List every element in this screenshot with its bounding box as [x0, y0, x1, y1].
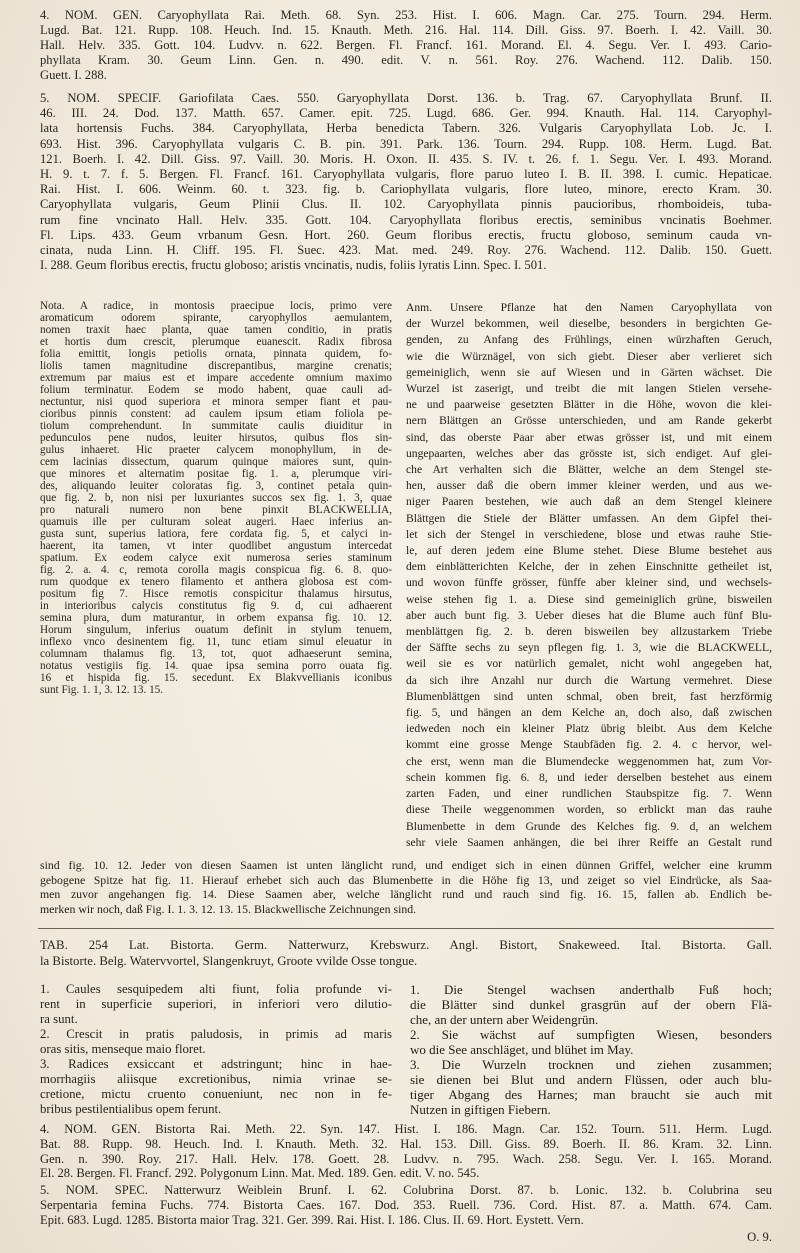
text-line: Anm. Unsere Pflanze hat den Namen Caryophyllata von [406, 301, 772, 314]
text-line: diese Theile weggenommen worden, so erblickt man das rauhe [406, 803, 772, 817]
text-line: Gen. n. 390. Roy. 217. Hall. Helv. 178. Goett. 28. Ludvv. n. 795. Wach. 258. Segu. Ver. I. 165. Morand. [40, 1151, 772, 1166]
text-line: Nutzen in giftigen Fiebern. [410, 1102, 551, 1117]
text-line: iedweden noch ein kleiner Platz übrig bleibt. Aus dem Kelche [406, 722, 772, 736]
text-line: dem einblätterichten Kelche, der in zehen Einschnitte getheilet ist, [406, 560, 772, 574]
text-line: gemeiniglich, wenn sie auf Wiesen und in Gärten wächset. Die [406, 365, 772, 379]
text-line: Rai. Hist. I. 606. Weinm. 60. t. 323. fig. b. Cariophyllata vulgaris, flore luteo, minore, erecto Kram. 30. [40, 182, 772, 197]
text-line: cioribus pinnis constent: ad caulem ipsum etiam foliola pe- [40, 408, 392, 420]
text-line: 121. Boerh. I. 42. Dill. Giss. 97. Vaill. 30. Moris. H. Oxon. II. 435. S. IV. t. 26. f. 1. Segu. Ver. I. 493. Morand. [40, 151, 772, 166]
caryophyllata-nom-gen [40, 8, 772, 83]
text-line: die Blätter sind dunkel grasgrün auf der obern Flä- [410, 997, 772, 1012]
bistorta-nom-gen [40, 1122, 772, 1181]
text-line: bribus pestilentialibus opem ferunt. [40, 1102, 222, 1116]
text-line: ne und paarweise gesetzten Blätter in die Höhe, wovon die klei- [406, 398, 772, 412]
text-line: Bat. 88. Rupp. 98. Heuch. Ind. I. Knauth. Meth. 32. Hal. 153. Dill. Giss. 89. Boerh. II. 86. Kram. 32. Linn. [40, 1136, 772, 1151]
text-line: gulus inhaeret. Hic praeter calycem monophyllum, in de- [40, 444, 392, 456]
text-line: 1. Die Stengel wachsen anderthalb Fuß hoch; [410, 982, 772, 997]
text-line: Nota. A radice, in montosis praecipue locis, primo vere [40, 300, 392, 312]
text-line: 5. NOM. SPECIF. Gariofilata Caes. 550. Garyophyllata Dorst. 136. b. Trag. 67. Caryophyllata Brunf. II. [40, 91, 772, 105]
text-line: in interioribus calycis constitutus fig 9. d, cui adhaerent [40, 600, 392, 612]
text-line: let sich der Stengel in verschiedene, blose und etwas rauhe Stie- [406, 527, 772, 541]
text-line: merken wir noch, daß Fig. I. 1. 3. 12. 13. 15. Blackwellische Zeichnungen sind. [40, 901, 417, 916]
text-line: des, aliquando leuiter coloratas fig. 3, continet petala quin- [40, 480, 392, 492]
text-line: quamuis ille per culturam soleat augeri. Haec inferius an- [40, 516, 392, 528]
text-line: aber auch bunt fig. 3. Ueber dieses hat die Blume auch fünf Blu- [406, 608, 772, 622]
text-line: oras sitis, menseque maio floret. [40, 1042, 206, 1056]
text-line: wie die Würznägel, von sich giebt. Dieser aber verlieret sich [406, 349, 772, 363]
text-line: aromaticum odorem spirante, caryophyllos aemulantem, [40, 312, 392, 324]
text-line: wo die See anschläget, und blühet im May. [410, 1042, 634, 1057]
text-line: Serpentaria femina Fuchs. 774. Bistorta Caes. 167. Dod. 353. Ruell. 736. Cord. Hist. 87. a. Matth. 674. Cam. [40, 1197, 772, 1212]
text-line: Horum singulum, inferius ouatum definit in stylum tenuem, [40, 624, 392, 636]
text-line: haerent, ita tamen, vt inter quodlibet angustum intercedat [40, 540, 392, 552]
text-line: semina plura, dum maturantur, in orbem expansa fig. 10. 12. [40, 612, 392, 624]
text-line: fig. 5, und hängen an dem Kelche an, doch also, daß zwischen [406, 706, 772, 720]
text-line: 3. Radices exsiccant et adstringunt; hinc in hae- [40, 1057, 392, 1071]
text-line: sind, das oberste Paar aber etwas grösser ist, und mit einem [406, 430, 772, 444]
text-line: tiger Abgang des Harnes; man braucht sie auch mit [410, 1087, 772, 1102]
text-line: gusta sunt, superius latiora, fere cordata fig. 5, et calyci in- [40, 528, 392, 540]
text-line: la Bistorte. Belg. Watervvortel, Slangenkruyt, Groote vvilde Osse tongue. [40, 953, 418, 968]
text-line: weise stehen fig 1. a. Diese sind gemeiniglich grüne, bisweilen [406, 592, 772, 606]
text-line: folia emittit, longis petiolis ornata, pinnata quidem, fo- [40, 348, 392, 360]
text-line: hen, ausser daß die obern immer kleiner werden, und aus we- [406, 479, 772, 493]
text-line: der Säffte sechs zu seyn pflegen fig. 1. 3, wie die BLACKWELL, [406, 641, 772, 655]
text-line: El. 28. Bergen. Fl. Francf. 292. Polygonum Linn. Mat. Med. 189. Gen. edit. V. no. 545. [40, 1166, 480, 1181]
text-line: nern Blättgen an Grösse unterschieden, und am Rande gekerbt [406, 414, 772, 428]
text-line: que minores et alternatim positae fig. 1. a, plerumque viri- [40, 468, 392, 480]
text-line: Blättgen die Stiele der Blätter umfassen. An dem Gipfel thei- [406, 511, 772, 525]
text-line: columnam thalamus fig. 13, tot, quot adhaeserunt semina, [40, 648, 392, 660]
text-line: I. 288. Geum floribus erectis, fructu globoso; aristis vncinatis, nudis, foliis lyratis Linn. Spec. I. 501. [40, 258, 547, 273]
text-line: 5. NOM. SPEC. Natterwurz Weiblein Brunf. I. 62. Colubrina Dorst. 87. b. Lonic. 132. b. Colubrina seu [40, 1183, 772, 1197]
text-line: 4. NOM. GEN. Caryophyllata Rai. Meth. 68. Syn. 253. Hist. I. 606. Magn. Car. 275. Tourn. 294. Herm. [40, 8, 772, 22]
text-line: notatus vestigiis fig. 14. quae ipsa semina porro ouata fig. [40, 660, 392, 672]
text-line: cretione, mictu cruento conueniunt, nec non in fe- [40, 1087, 392, 1101]
text-line: che, an der untern aber Weidengrün. [410, 1012, 599, 1027]
text-line: inflexo vnco desinentem fig. 11, tunc etiam simul eleuatur in [40, 636, 392, 648]
text-line: que fig. 2. b, non nisi per luxuriantes succos sex fig. 1. 3, quae [40, 492, 392, 504]
text-line: ra sunt. [40, 1012, 78, 1026]
text-line: kommt eine grosse Menge Staubfäden fig. 2. 4. c hervor, wel- [406, 738, 772, 752]
signature-mark: O. 9. [747, 1230, 772, 1244]
text-line: che erst, wenn man die Blumendecke weggenommen hat, zum Vor- [406, 754, 772, 768]
text-line: fig. 2. a. 4. c, remota corolla magis conspicua fig. 6. 8. quo- [40, 564, 392, 576]
text-line: che Art verhalten sich die Blätter, welche an dem Stengel ste- [406, 463, 772, 477]
text-line: zarten Faden, und einer rundlichen Staubspitze fig. 7. Wenn [406, 787, 772, 801]
text-line: liolis tamen magnitudine discrepantibus, margine crenatis; [40, 360, 392, 372]
text-line: pro naturali numero non bene pinxit BLACKWELLIA, [40, 504, 392, 516]
text-line: et hortis dum crescit, plerumque euanescit. Radix fibrosa [40, 336, 392, 348]
text-line: cinata, nuda Linn. H. Cliff. 195. Fl. Suec. 423. Mat. med. 249. Roy. 276. Wachend. 112. Dalib. 150. Guett. [40, 243, 772, 258]
text-line: positum fig 7. Hisce remotis conspicitur thalamus hirsutus, [40, 588, 392, 600]
text-line: spatium. Ex eodem calyce exit numerosa series staminum [40, 552, 392, 564]
text-line: weil sie es vor natürlich gemalet, nicht wohl angegeben hat, [406, 657, 772, 671]
text-line: tiolum comprehendunt. In summitate caulis diuiditur in [40, 420, 392, 432]
text-line: 2. Crescit in pratis paludosis, in primis ad maris [40, 1027, 392, 1041]
text-line: sie dienen bei Blut und andern Flüssen, oder auch blu- [410, 1072, 772, 1087]
text-line: nectuntur, nisi quod superiora et minora semper fiant et pau- [40, 396, 392, 408]
text-line: niger Paaren bestehen, wie auch daß an dem Stengel kleinere [406, 495, 772, 509]
text-line: 4. NOM. GEN. Bistorta Rai. Meth. 22. Syn. 147. Hist. I. 186. Magn. Car. 152. Tourn. 511. Herm. Lugd. [40, 1122, 772, 1136]
text-line: sind fig. 10. 12. Jeder von diesen Saamen ist unten länglicht rund, und endiget sich in einen dünnen Griffel, welcher eine krumm [40, 858, 772, 872]
text-line: folium terminatur. Eodem se modo habent, quae cauli ad- [40, 384, 392, 396]
text-line: sehr viele Saamen anhängen, die bei ihrer Reiffe an Gestalt rund [406, 835, 772, 849]
text-line: 1. Caules sesquipedem alti fiunt, folia profunde vi- [40, 982, 392, 996]
text-line: menblättgen fig. 2. b. deren bisweilen bey allzustarkem Triebe [406, 625, 772, 639]
text-line: Wurzel ist zaserigt, und treibt die mit langen Stielen versehe- [406, 382, 772, 396]
anmerkung-german-continued [40, 858, 772, 916]
text-line: pedunculos pene nudos, leuiter hirsutos, quibus flos sin- [40, 432, 392, 444]
text-line: 16 et hispida fig. 15. secedunt. Ex Blakvvellianis iconibus [40, 672, 392, 684]
bistorta-german-items [410, 982, 772, 1117]
text-line: Lugd. Bat. 121. Rupp. 108. Heuch. Ind. 15. Knauth. Meth. 216. Hal. 114. Dill. Giss. 97. Boerh. I. 42. Vaill. 30. [40, 23, 772, 37]
bistorta-tab-heading [40, 938, 772, 969]
text-line: cem lacinias dissectum, quarum quinque maiores sunt, quin- [40, 456, 392, 468]
anmerkung-german-column [406, 300, 772, 851]
text-line: der Wurzel bekommen, weil dieselbe, besonders in bergichten Ge- [406, 317, 772, 331]
text-line: schein kommen fig. 6. 8, und ieder derselben bestehet aus einem [406, 770, 772, 784]
text-line: Blumenbette in dem Grunde des Kelches fig. 9. d, an welchem [406, 819, 772, 833]
text-line: TAB. 254 Lat. Bistorta. Germ. Natterwurz, Krebswurz. Angl. Bistort, Snakeweed. Ital. Bistorta. Gall. [40, 938, 772, 952]
text-line: genden, zu Anfang des Frühlings, einen würzhaften Geruch, [406, 333, 772, 347]
text-line: rent in superficie superiori, in inferiori vero dilutio- [40, 997, 392, 1011]
nota-latin-column [40, 300, 392, 696]
text-line: 2. Sie wächst auf sumpfigten Wiesen, besonders [410, 1027, 772, 1042]
text-line: Guett. I. 288. [40, 68, 107, 82]
text-line: H. 9. t. 7. f. 5. Bergen. Fl. Francf. 161. Caryophyllata vulgaris, flore paruo luteo I. B. II. 398. I. cumic. Hepaticae. [40, 167, 772, 182]
bistorta-nom-spec [40, 1183, 772, 1227]
text-line: lata hortensis Fuchs. 384. Caryophyllata, Herba benedicta Tabern. 326. Vulgaris Caryophyllata Lob. Jc. I. [40, 121, 772, 136]
caryophyllata-nom-specif [40, 91, 772, 273]
text-line: nomen traxit haec planta, quae tamen conditio, in pratis [40, 324, 392, 336]
text-line: morrhagiis aliisque excretionibus, nimia vrinae se- [40, 1072, 392, 1086]
text-line: Fl. Lips. 433. Geum vrbanum Gesn. Hort. 260. Geum floribus erectis, fructu globoso, seminum cauda vn- [40, 227, 772, 242]
text-line: Epit. 683. Lugd. 1285. Bistorta maior Trag. 321. Ger. 399. Rai. Hist. I. 186. Clus. II. 69. Hort. Eystett. Vern. [40, 1212, 584, 1227]
section-divider [38, 928, 774, 929]
text-line: extremum par maius est et impare accedente omnium maximo [40, 372, 392, 384]
text-line: 693. Hist. 396. Caryophyllata vulgaris C. B. pin. 391. Park. 136. Tourn. 294. Rupp. 108. Herm. Lugd. Bat. [40, 136, 772, 151]
text-line: gebogene Spitze hat fig. 11. Hierauf erhebet sich auch das Blumenbette in die Höhe fig 13, und zeiget so viel Eindrücke, als Saa- [40, 872, 772, 887]
text-line: Blumenblättgen sind unten schmal, oben breit, fast herzförmig [406, 689, 772, 703]
text-line: men zuvor angehangen fig. 14. Diese Saamen aber, welche länglicht rund und rauch sind fig. 16. 15, fallen ab. Endlich be- [40, 887, 772, 902]
text-line: 46. III. 24. Dod. 137. Matth. 657. Camer. epit. 725. Lugd. 686. Ger. 994. Knauth. Hal. 114. Caryophyl- [40, 106, 772, 121]
text-line: sunt Fig. 1. 1, 3. 12. 13. 15. [40, 684, 164, 696]
text-line: da sich ihre Anzahl nur durch die Wartung vermehret. Diese [406, 673, 772, 687]
text-line: Caryophyllata vulgaris, Geum Plinii Clus. II. 102. Caryophyllata pinnis paucioribus, rhomboideis, tuba- [40, 197, 772, 212]
text-line: le, auf deren jedem eine Blume stehet. Diese Blume bestehet aus [406, 544, 772, 558]
bistorta-latin-items [40, 982, 392, 1117]
text-line: Hall. Helv. 335. Gott. 104. Ludvv. n. 622. Bergen. Fl. Francf. 161. Morand. El. 4. Segu. Ver. I. 493. Cario- [40, 38, 772, 52]
text-line: phyllata Kram. 30. Geum Linn. Gen. n. 490. edit. V. n. 561. Roy. 276. Wachend. 112. Dalib. 150. [40, 53, 772, 67]
text-line: ungepaarten, welches aber das grösste ist, sich endiget. Auf glei- [406, 446, 772, 460]
text-line: 3. Die Wurzeln trocknen und ziehen zusammen; [410, 1057, 772, 1072]
text-line: rum quodque ex tenero filamento et anthera globosa est com- [40, 576, 392, 588]
text-line: rum fine vncinato Hall. Helv. 335. Gott. 104. Caryophyllata floribus erectis, seminibus vncinatis Boehmer. [40, 212, 772, 227]
text-line: und wovon fünffe grösser, fünffe aber kleiner sind, und wechsels- [406, 576, 772, 590]
